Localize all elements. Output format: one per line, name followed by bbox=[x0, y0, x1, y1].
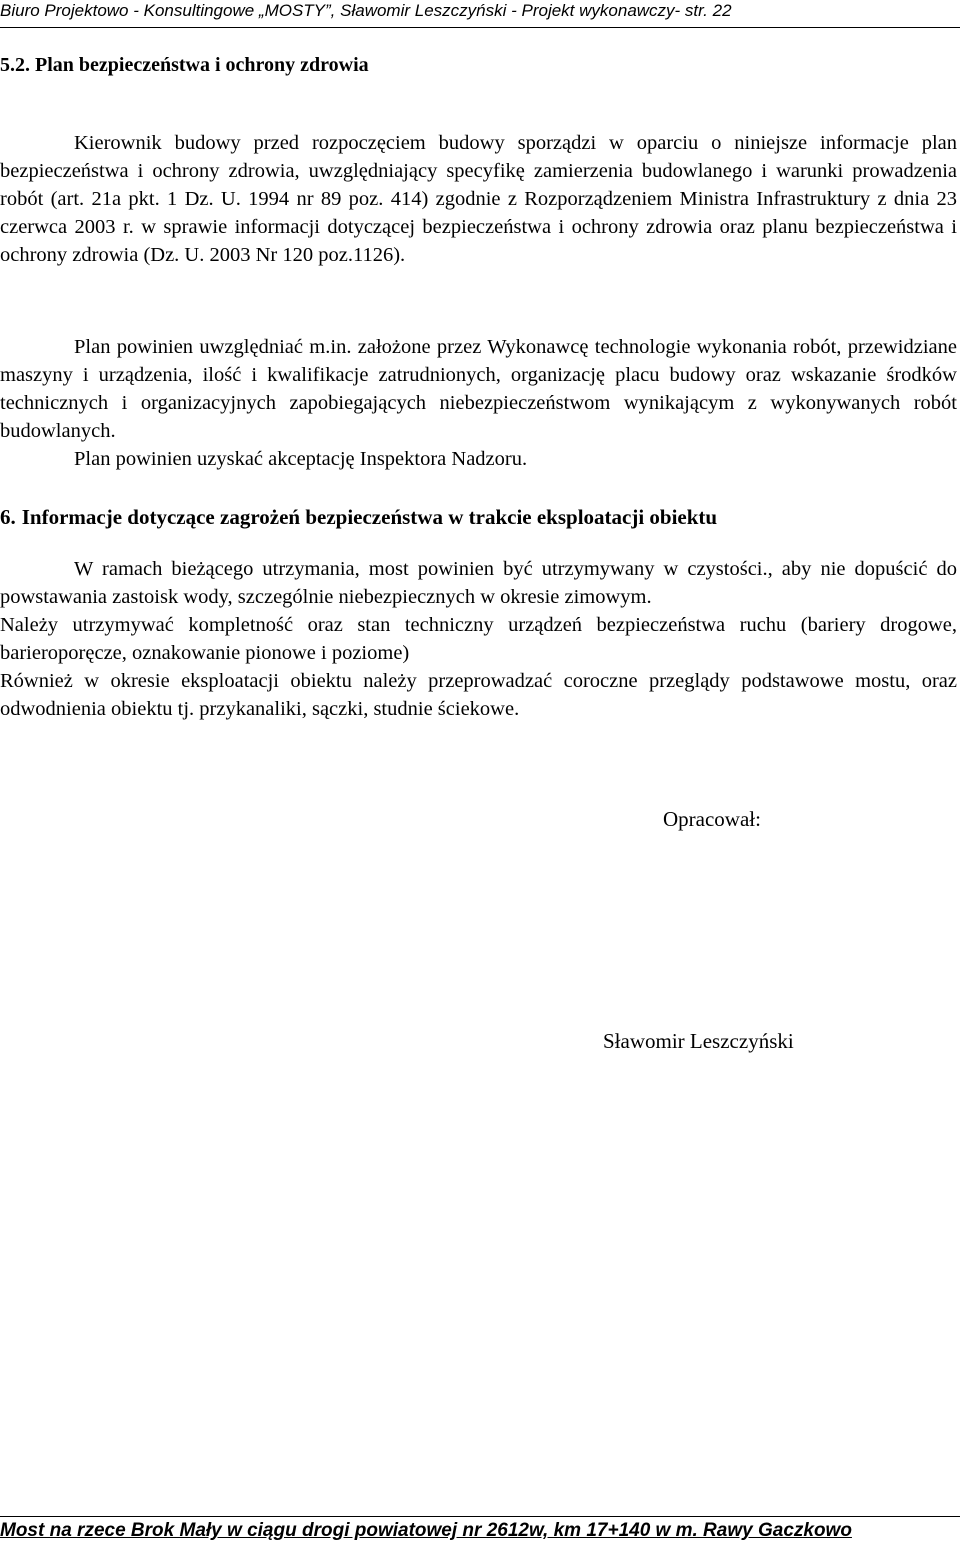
section-6-heading bbox=[0, 503, 717, 531]
section-5-2-title: 5.2. Plan bezpieczeństwa i ochrony zdrowia bbox=[0, 54, 369, 76]
page-footer: Most na rzece Brok Mały w ciągu drogi powiatowej nr 2612w, km 17+140 w m. Rawy Gaczkowo bbox=[0, 1520, 852, 1541]
header-divider bbox=[0, 27, 960, 28]
section-6-paragraph-1: W ramach bieżącego utrzymania, most powinien być utrzymywany w czystości., aby nie dopuścić do powstawania zastoisk wody, szczególnie niebezpiecznych w okresie zimowym. bbox=[0, 558, 957, 608]
page-header: Biuro Projektowo - Konsultingowe „MOSTY”, Sławomir Leszczyński - Projekt wykonawczy- str. 22 bbox=[0, 1, 732, 20]
section-6-paragraph-3: Również w okresie eksploatacji obiektu należy przeprowadzać coroczne przeglądy podstawowe mostu, oraz odwodnienia obiektu tj. przykanaliki, sączki, studnie ściekowe. bbox=[0, 670, 957, 720]
section-6-number: 6. bbox=[0, 505, 16, 529]
section-6-paragraph-2: Należy utrzymywać kompletność oraz stan techniczny urządzeń bezpieczeństwa ruchu (bariery drogowe, barieroporęcze, oznakowanie pionowe i poziome) bbox=[0, 614, 957, 664]
section-5-2-paragraph-3: Plan powinien uzyskać akceptację Inspektora Nadzoru. bbox=[74, 448, 528, 470]
prepared-by-label: Opracował: bbox=[663, 807, 761, 831]
footer-divider bbox=[0, 1516, 960, 1517]
author-name: Sławomir Leszczyński bbox=[603, 1029, 794, 1053]
section-6-title: Informacje dotyczące zagrożeń bezpieczeństwa w trakcie eksploatacji obiektu bbox=[21, 505, 718, 529]
section-5-2-paragraph-2: Plan powinien uwzględniać m.in. założone przez Wykonawcę technologie wykonania robót, przewidziane maszyny i urządzenia, ilość i kwalifikacje zatrudnionych, organizację placu budowy oraz wskazanie środków technicznych i organizacyjnych zapobiegających niebezpieczeństwom wynikającym z wykonywanych robót budowlanych. bbox=[0, 336, 957, 442]
section-5-2-paragraph-1: Kierownik budowy przed rozpoczęciem budowy sporządzi w oparciu o niniejsze informacje plan bezpieczeństwa i ochrony zdrowia, uwzględniający specyfikę zamierzenia budowlanego i warunki prowadzenia robót (art. 21a pkt. 1 Dz. U. 1994 nr 89 poz. 414) zgodnie z Rozporządzeniem Ministra Infrastruktury z dnia 23 czerwca 2003 r. w sprawie informacji dotyczącej bezpieczeństwa i ochrony zdrowia oraz planu bezpieczeństwa i ochrony zdrowia (Dz. U. 2003 Nr 120 poz.1126). bbox=[0, 132, 957, 266]
